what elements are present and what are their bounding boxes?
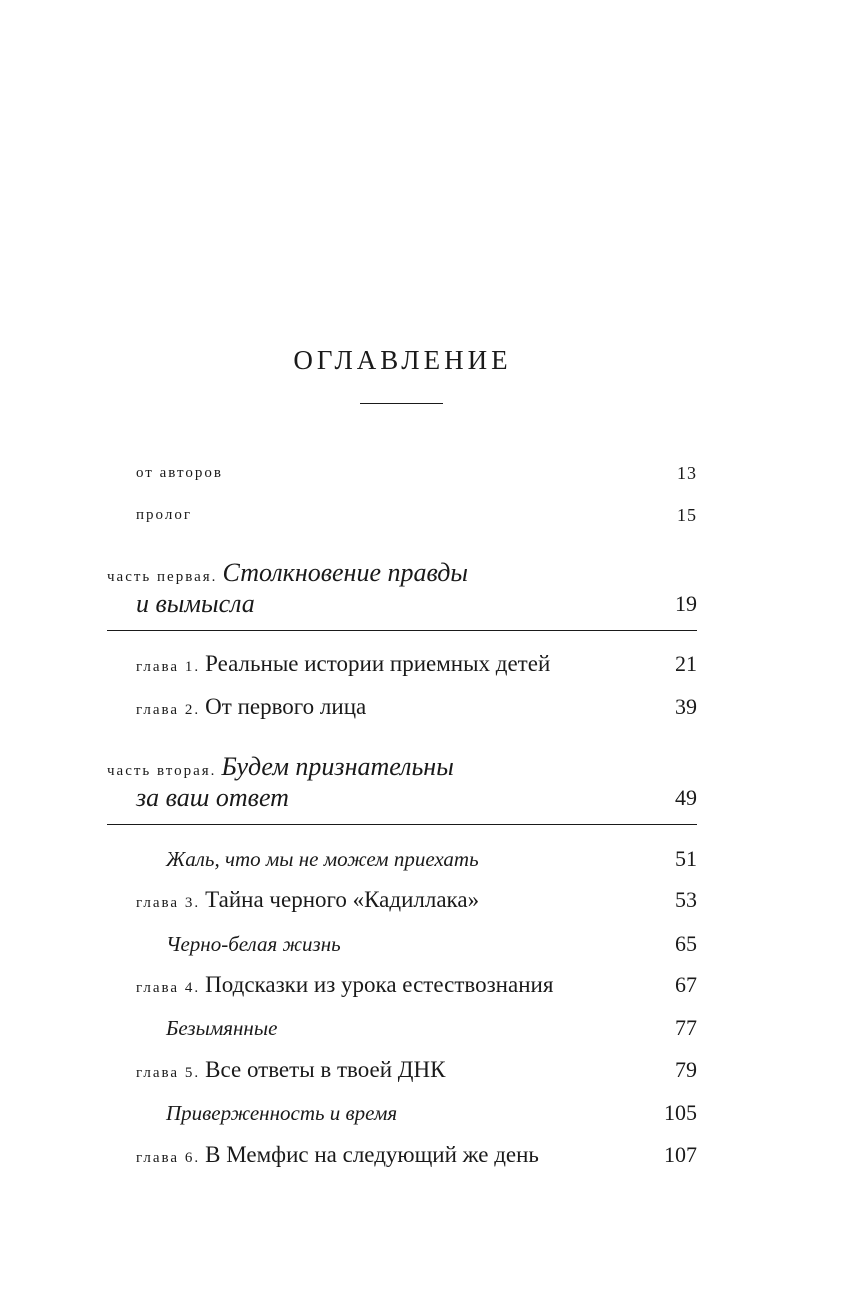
toc-title: ОГЛАВЛЕНИЕ bbox=[293, 345, 512, 375]
chapter-title: Тайна черного «Кадиллака» bbox=[205, 887, 480, 912]
interlude-title: Черно-белая жизнь bbox=[166, 932, 341, 956]
chapter-prefix: глава 2. bbox=[136, 702, 201, 718]
page-number: 15 bbox=[677, 505, 697, 525]
toc-entry-chapter-4[interactable] bbox=[0, 968, 845, 1002]
chapter-prefix: глава 5. bbox=[136, 1065, 201, 1081]
toc-entry-prologue[interactable] bbox=[0, 498, 845, 532]
chapter-title: В Мемфис на следующий же день bbox=[205, 1142, 539, 1167]
toc-entry-chapter-6[interactable] bbox=[0, 1138, 845, 1172]
part-1-divider bbox=[107, 630, 697, 631]
page-number: 39 bbox=[675, 694, 697, 719]
entry-label: от авторов bbox=[136, 465, 223, 481]
title-underline bbox=[360, 403, 443, 404]
chapter-prefix: глава 3. bbox=[136, 895, 201, 911]
page-number: 65 bbox=[675, 931, 697, 956]
interlude-title: Жаль, что мы не можем приехать bbox=[166, 847, 479, 871]
page-number: 105 bbox=[664, 1100, 697, 1125]
part-title-line1: Будем признательны bbox=[221, 752, 454, 781]
interlude-title: Безымянные bbox=[166, 1016, 278, 1040]
page-number: 13 bbox=[677, 463, 697, 483]
toc-part-2-cont[interactable] bbox=[0, 781, 845, 815]
part-title-line1: Столкновение правды bbox=[222, 558, 469, 587]
chapter-prefix: глава 6. bbox=[136, 1150, 201, 1166]
part-title-line2: за ваш ответ bbox=[136, 783, 289, 812]
toc-part-1-cont[interactable] bbox=[0, 587, 845, 621]
toc-entry-interlude-4[interactable] bbox=[0, 1096, 845, 1130]
page-number: 51 bbox=[675, 846, 697, 871]
chapter-title: Все ответы в твоей ДНК bbox=[205, 1057, 446, 1082]
page-number: 67 bbox=[675, 972, 697, 997]
toc-entry-interlude-2[interactable] bbox=[0, 927, 845, 961]
toc-entry-chapter-5[interactable] bbox=[0, 1053, 845, 1087]
toc-entry-chapter-2[interactable] bbox=[0, 690, 845, 724]
page-number: 79 bbox=[675, 1057, 697, 1082]
toc-entry-chapter-1[interactable] bbox=[0, 647, 845, 681]
toc-part-2[interactable] bbox=[0, 750, 845, 784]
interlude-title: Приверженность и время bbox=[166, 1101, 398, 1125]
toc-entry-chapter-3[interactable] bbox=[0, 883, 845, 917]
toc-entry-authors[interactable] bbox=[0, 456, 845, 490]
entry-label: пролог bbox=[136, 507, 192, 523]
toc-part-1[interactable] bbox=[0, 556, 845, 590]
part-prefix: часть вторая. bbox=[107, 763, 217, 779]
page-number: 107 bbox=[664, 1142, 697, 1167]
page-number: 19 bbox=[675, 591, 697, 616]
toc-entry-interlude-3[interactable] bbox=[0, 1011, 845, 1045]
chapter-title: Реальные истории приемных детей bbox=[205, 651, 551, 676]
toc-entry-interlude-1[interactable] bbox=[0, 842, 845, 876]
part-title-line2: и вымысла bbox=[136, 589, 255, 618]
page-number: 49 bbox=[675, 785, 697, 810]
chapter-prefix: глава 4. bbox=[136, 980, 201, 996]
part-2-divider bbox=[107, 824, 697, 825]
chapter-prefix: глава 1. bbox=[136, 659, 201, 675]
chapter-title: От первого лица bbox=[205, 694, 367, 719]
page-number: 53 bbox=[675, 887, 697, 912]
page-number: 77 bbox=[675, 1015, 697, 1040]
page-number: 21 bbox=[675, 651, 697, 676]
part-prefix: часть первая. bbox=[107, 569, 218, 585]
chapter-title: Подсказки из урока естествознания bbox=[205, 972, 554, 997]
